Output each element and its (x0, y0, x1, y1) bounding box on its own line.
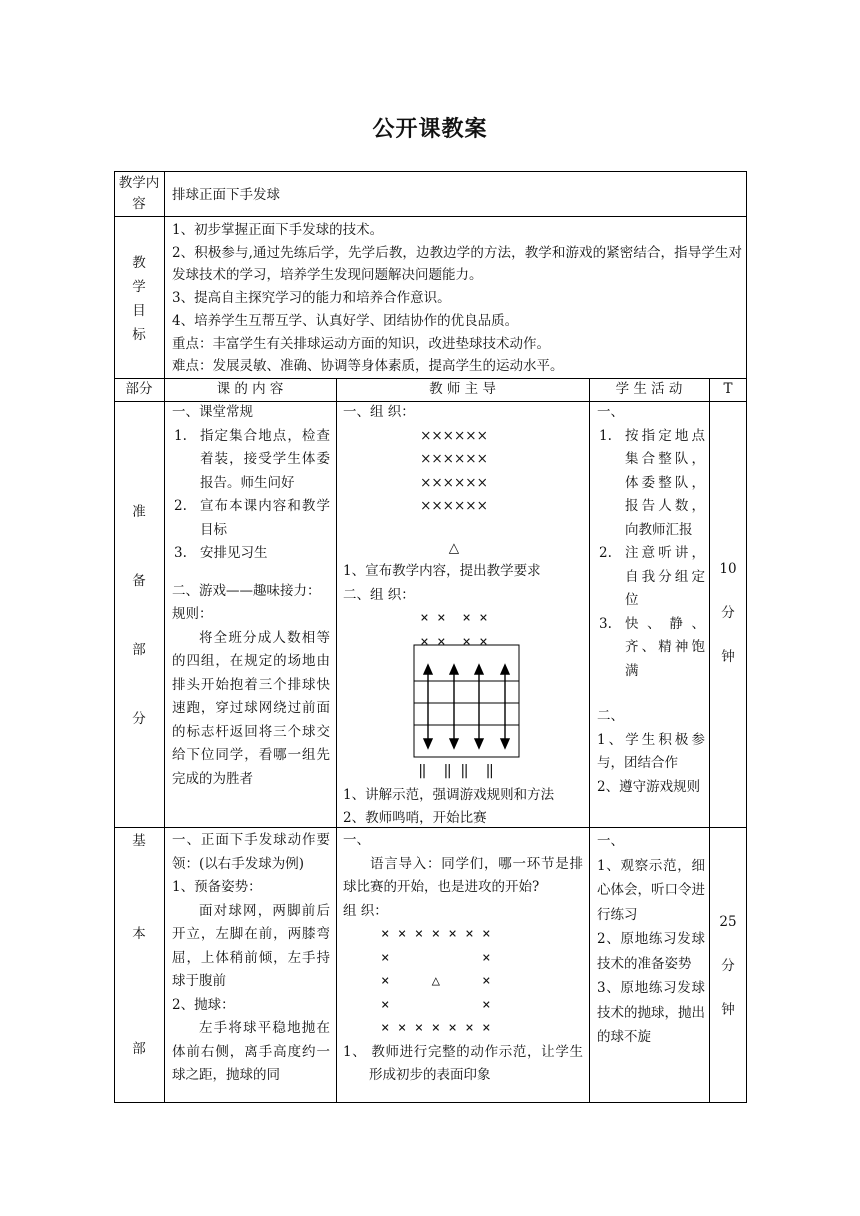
header-time: T (723, 381, 733, 397)
list-item (172, 542, 330, 566)
row-divider (114, 216, 747, 217)
time-unit-char: 钟 (721, 649, 735, 665)
item-text: 宣布本课内容和教学目标 (200, 498, 330, 538)
prep-part-char: 备 (132, 573, 146, 589)
basic-subheading: 2、抛球： (172, 996, 235, 1013)
header-content: 课 的 内 容 (216, 381, 284, 397)
time-unit-char: 分 (721, 605, 735, 621)
formation-row: × × × × × × × (381, 1020, 491, 1036)
item-text: 注意听讲，自我分组定位 (625, 545, 705, 608)
prep-heading-game: 二、游戏——趣味接力： (172, 582, 321, 599)
teacher-line: 2、教师鸣哨，开始比赛 (343, 810, 487, 826)
basic-heading: 一、正面下手发球动作要领：(以右手发球为例) (172, 832, 330, 872)
item-number: 3. (599, 615, 612, 632)
formation-row: ×××××× (420, 451, 488, 467)
basic-subheading: 1、预备姿势： (172, 879, 262, 895)
student-line: 2、遵守游戏规则 (597, 778, 701, 795)
header-teacher: 教 师 主 导 (429, 381, 496, 397)
prep-part-char: 分 (132, 711, 146, 727)
item-text: 指定集合地点，检查着装，接受学生体委报告。师生问好 (200, 427, 330, 491)
prep-part-char: 部 (132, 642, 146, 658)
item-number: 3. (174, 545, 187, 561)
formation-row: ×××××× (420, 427, 488, 444)
time-value: 25 (719, 914, 737, 930)
teacher-line: 1、宣布教学内容，提出教学要求 (343, 563, 541, 579)
student-line: 3、原地练习发球技术的抛球，抛出的球不旋 (597, 980, 705, 1045)
header-part: 部分 (125, 381, 153, 397)
goals-label-char: 学 (132, 279, 146, 295)
list-item (597, 542, 705, 613)
org-heading: 一、组 织： (343, 404, 415, 420)
basic-content (172, 829, 330, 1088)
student-line: 2、原地练习发球技术的准备姿势 (597, 931, 705, 972)
student-heading: 一、 (597, 404, 624, 420)
goal-line: 2、积极参与,通过先练后学，先学后教，边教边学的方法，教学和游戏的紧密结合，指导学生对发球技术的学习，培养学生发现问题解决问题能力。 (172, 244, 742, 284)
item-number: 2. (174, 498, 187, 514)
student-heading: 二、 (597, 708, 624, 724)
rules-text: 将全班分成人数相等的四组，在规定的场地由排头开始抱着三个排球快速跑，穿过球网绕过前面的标志杆返回将三个球交给下位同学，看哪一组先完成的为胜者 (172, 629, 330, 787)
student-heading: 一、 (597, 833, 624, 849)
basic-part-char: 基 (132, 833, 146, 849)
org-heading: 组 织： (343, 902, 388, 919)
basic-paragraph: 面对球网，两脚前后开立，左脚在前，两膝弯屈，上体稍前倾，左手持球于腹前 (172, 902, 330, 989)
relay-course-diagram (412, 643, 522, 759)
goals-label-char: 标 (132, 327, 146, 343)
item-text: 按指定地点集合整队，体委整队，报告人数，向教师汇报 (625, 427, 705, 538)
item-number: 1. (174, 427, 187, 444)
marker-poles: ‖ ‖ ‖ ‖ (418, 763, 494, 779)
formation-row: × △ × (381, 973, 491, 989)
formation-row: ×××××× (420, 474, 488, 491)
list-item (172, 425, 330, 496)
goal-difficulty: 难点：发展灵敏、准确、协调等身体素质，提高学生的运动水平。 (172, 358, 564, 375)
time-value: 10 (719, 561, 737, 577)
goal-key-point: 重点：丰富学生有关排球运动方面的知识，改进垫球技术动作。 (172, 335, 550, 352)
col-divider (336, 378, 337, 1103)
formation-row: × × × × × × × (381, 926, 491, 942)
page-title: 公开课教案 (372, 116, 488, 142)
prep-part-char: 准 (132, 504, 146, 520)
formation-row: × × × × (420, 633, 488, 650)
basic-teacher (343, 829, 583, 1088)
goal-line: 3、提高自主探究学习的能力和培养合作意识。 (172, 290, 451, 307)
col-divider (589, 378, 590, 1103)
item-number: 1. (599, 427, 612, 444)
org-heading: 二、组 织： (343, 586, 415, 603)
formation-row: × × (381, 996, 491, 1013)
item-number: 2. (599, 545, 612, 561)
item-text: 快、静、齐、精神饱满 (625, 615, 705, 679)
teacher-line: 1、 教师进行完整的动作示范，让学生形成初步的表面印象 (343, 1043, 583, 1083)
time-unit-char: 分 (721, 958, 735, 974)
list-item (597, 613, 705, 684)
col-divider (164, 171, 165, 1103)
goals-label-char: 目 (132, 303, 146, 319)
basic-part-char: 本 (132, 926, 146, 942)
prep-time (709, 557, 747, 669)
formation-row: × × (381, 949, 491, 966)
goals-label-char: 教 (132, 255, 146, 271)
formation-row: × × × × (420, 610, 488, 626)
goals-list (172, 219, 742, 378)
time-unit-char: 钟 (721, 1002, 735, 1018)
teacher-position-triangle: △ (448, 539, 460, 556)
goal-line: 4、培养学生互帮互学、认真好学、团结协作的优良品质。 (172, 312, 519, 329)
list-item (172, 495, 330, 542)
prep-part-label (114, 501, 164, 731)
prep-teacher-bottom (343, 760, 583, 831)
basic-part-char: 部 (132, 1041, 146, 1057)
content-label: 教学内容 (118, 175, 160, 212)
teacher-heading: 一、 (343, 832, 370, 848)
prep-teacher (343, 401, 583, 654)
teacher-line: 1、讲解示范，强调游戏规则和方法 (343, 786, 555, 803)
teacher-intro: 语言导入：同学们，哪一环节是排球比赛的开始，也是进攻的开始? (343, 855, 583, 895)
basic-student (597, 829, 705, 1050)
list-item (597, 425, 705, 543)
goals-label (116, 251, 162, 347)
item-text: 安排见习生 (200, 545, 268, 561)
prep-content (172, 401, 330, 791)
header-student: 学 生 活 动 (615, 381, 683, 397)
student-line: 1、学生积极参与，团结合作 (597, 731, 705, 771)
formation-row: ×××××× (420, 498, 488, 514)
relay-lane-arrows (424, 665, 509, 748)
basic-part-label (114, 830, 164, 1061)
goal-line: 1、初步掌握正面下手发球的技术。 (172, 222, 384, 238)
content-value: 排球正面下手发球 (172, 187, 280, 203)
rules-label: 规则： (172, 606, 213, 622)
basic-time (709, 910, 747, 1022)
basic-paragraph: 左手将球平稳地抛在体前右侧，离手高度约一球之距，抛球的同 (172, 1020, 330, 1083)
student-line: 1、观察示范，细心体会，听口令进行练习 (597, 857, 705, 923)
prep-heading-routine: 一、课堂常规 (172, 404, 253, 420)
prep-student (597, 401, 705, 799)
